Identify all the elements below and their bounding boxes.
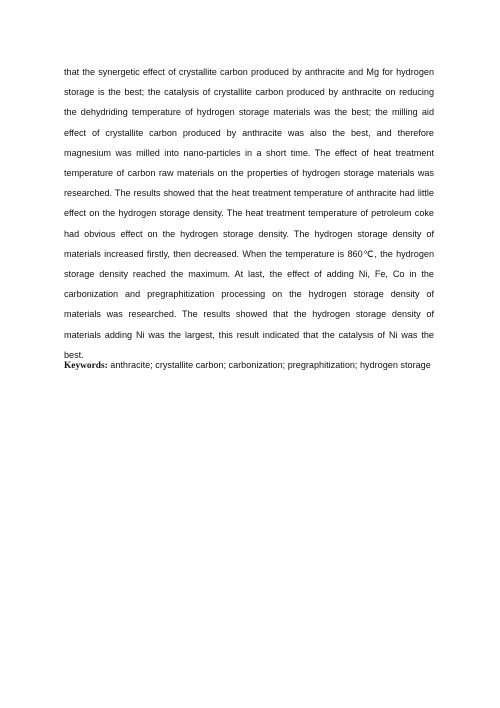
keywords-text: anthracite; crystallite carbon; carbonization; pregraphitization; hydrogen storage [110, 360, 431, 370]
abstract-paragraph: that the synergetic effect of crystallite carbon produced by anthracite and Mg for hydrogen storage is the best; the catalysis of crystallite carbon produced by anthracite on reducing the dehydriding temperature of hydrogen storage materials was the best; the milling aid effect of crystallite carbon produced by anthracite was also the best, and therefore magnesium was milled into nano-particles in a short time. The effect of heat treatment temperature of carbon raw materials on the properties of hydrogen storage materials was researched. The results showed that the heat treatment temperature of anthracite had little effect on the hydrogen storage density. The heat treatment temperature of petroleum coke had obvious effect on the hydrogen storage density. The hydrogen storage density of materials increased firstly, then decreased. When the temperature is 860℃, the hydrogen storage density reached the maximum. At last, the effect of adding Ni, Fe, Co in the carbonization and pregraphitization processing on the hydrogen storage density of materials was researched. The results showed that the hydrogen storage density of materials adding Ni was the largest, this result indicated that the catalysis of Ni was the best. [64, 67, 434, 360]
keywords-line [64, 355, 444, 376]
keywords-label: Keywords: [64, 361, 108, 371]
